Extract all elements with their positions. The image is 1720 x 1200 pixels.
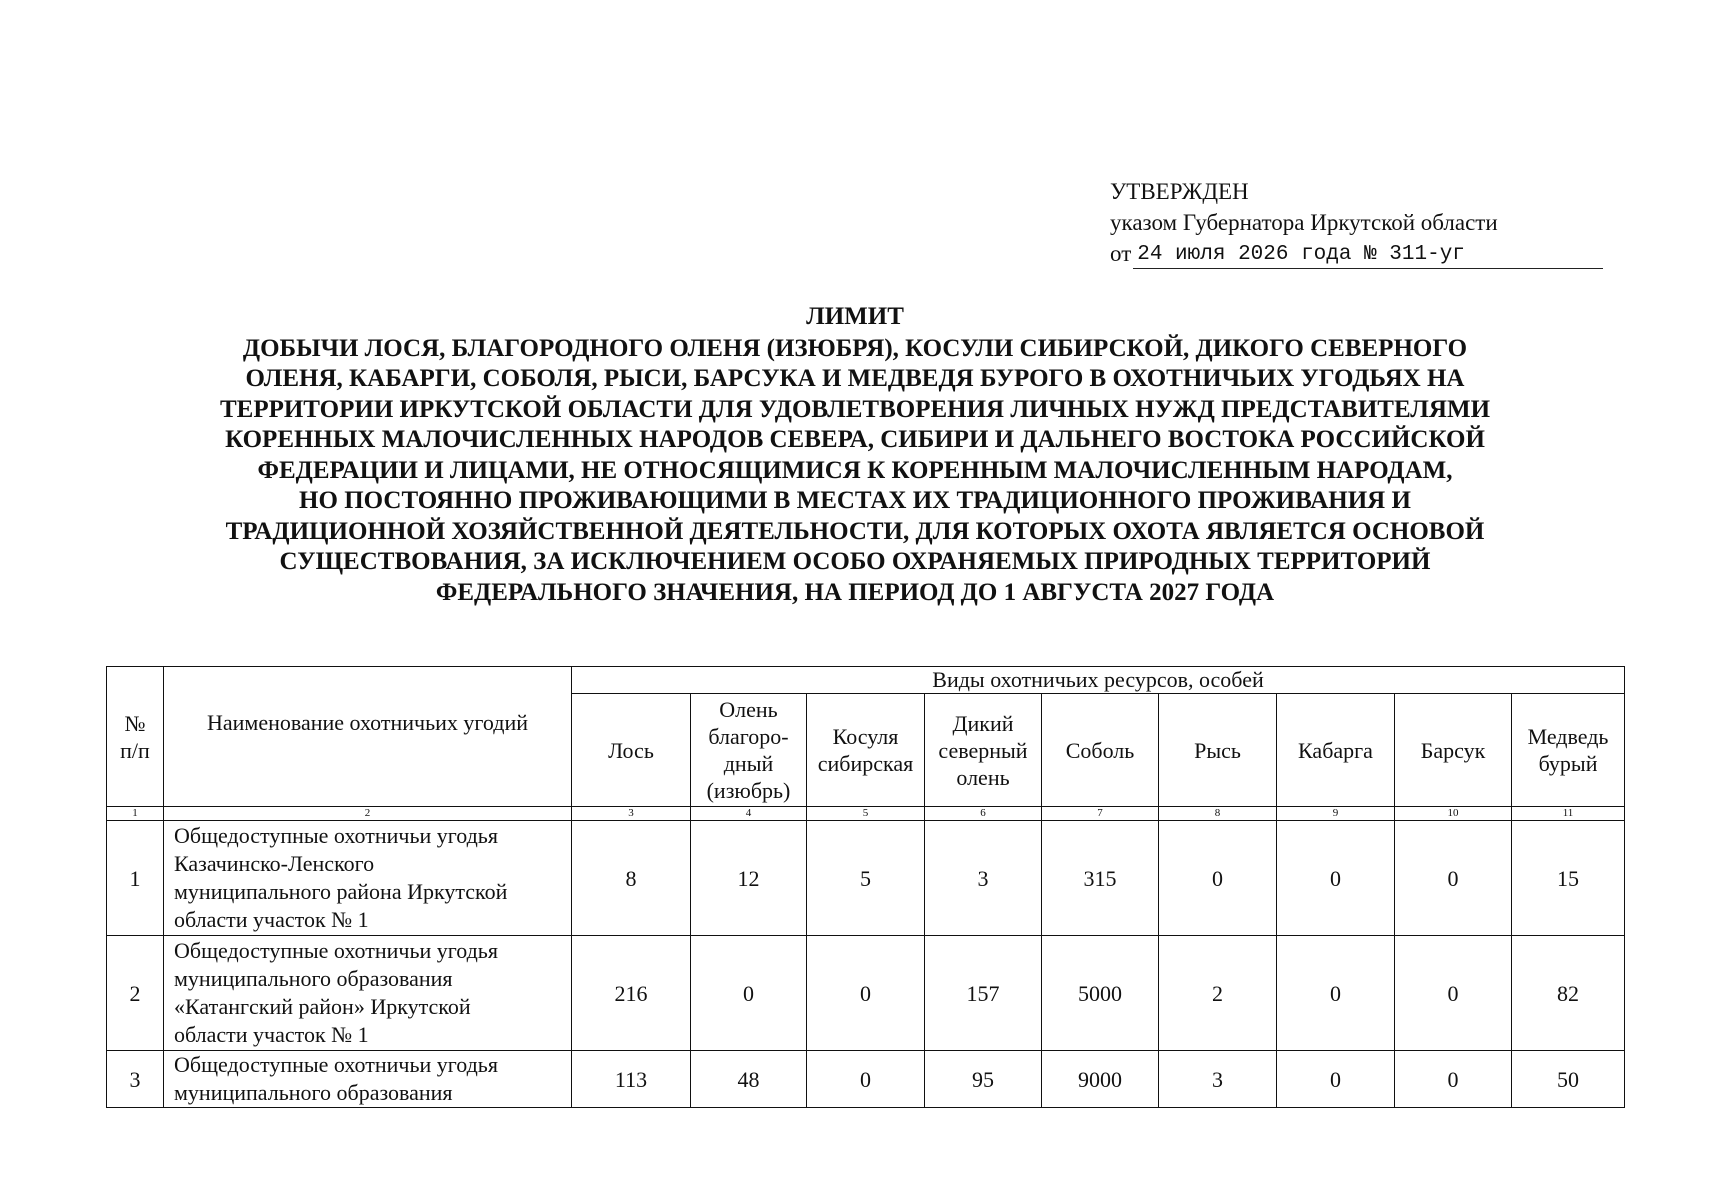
hunting-ground-name-line: муниципального образования <box>174 1080 453 1105</box>
title-line: НО ПОСТОЯННО ПРОЖИВАЮЩИМИ В МЕСТАХ ИХ ТРАДИЦИОННОГО ПРОЖИВАНИЯ И <box>299 487 1411 514</box>
species-header <box>691 694 807 807</box>
limit-value: 5000 <box>1042 936 1159 1051</box>
hunting-ground-name-line: муниципального района Иркутской <box>174 879 508 904</box>
species-header <box>1159 694 1277 807</box>
hunting-ground-name-line: Общедоступные охотничьи угодья <box>174 938 498 963</box>
limit-value: 50 <box>1512 1051 1625 1108</box>
species-header <box>1395 694 1512 807</box>
table-row <box>107 1051 1625 1108</box>
hunting-ground-name <box>164 936 572 1051</box>
species-header-line: Медведь <box>1527 724 1609 749</box>
species-header <box>1512 694 1625 807</box>
species-header-line: Соболь <box>1065 737 1135 763</box>
approval-block <box>1110 176 1610 269</box>
table-row <box>107 936 1625 1051</box>
species-header-line: (изюбрь) <box>706 778 791 803</box>
limit-value: 157 <box>925 936 1042 1051</box>
col-name-header: Наименование охотничьих угодий <box>164 667 572 807</box>
species-header-line: благоро- <box>708 724 789 749</box>
hunting-ground-name-line: «Катангский район» Иркутской <box>174 994 471 1019</box>
hunting-ground-name-line: муниципального образования <box>174 966 453 991</box>
hunting-ground-name <box>164 821 572 936</box>
limit-value: 0 <box>1395 936 1512 1051</box>
approval-stamp: УТВЕРЖДЕН <box>1110 179 1249 204</box>
hunting-ground-name-line: Общедоступные охотничьи угодья <box>174 1052 498 1077</box>
limit-value: 12 <box>691 821 807 936</box>
row-number: 3 <box>107 1051 164 1108</box>
species-header-line: Кабарга <box>1298 737 1373 763</box>
title-line: ДОБЫЧИ ЛОСЯ, БЛАГОРОДНОГО ОЛЕНЯ (ИЗЮБРЯ), КОСУЛИ СИБИРСКОЙ, ДИКОГО СЕВЕРНОГО <box>242 334 1468 362</box>
title-line: ТРАДИЦИОННОЙ ХОЗЯЙСТВЕННОЙ ДЕЯТЕЛЬНОСТИ, ДЛЯ КОТОРЫХ ОХОТА ЯВЛЯЕТСЯ ОСНОВОЙ <box>225 517 1485 545</box>
limit-value: 48 <box>691 1051 807 1108</box>
species-header-line: сибирская <box>817 751 914 776</box>
title-line: СУЩЕСТВОВАНИЯ, ЗА ИСКЛЮЧЕНИЕМ ОСОБО ОХРАНЯЕМЫХ ПРИРОДНЫХ ТЕРРИТОРИЙ <box>279 548 1431 575</box>
species-header-line: Олень <box>719 697 778 722</box>
column-numbers-row <box>107 807 1625 821</box>
column-number: 2 <box>164 807 572 821</box>
species-header-line: бурый <box>1538 751 1598 776</box>
table-body <box>107 821 1625 1108</box>
title-line: ОЛЕНЯ, КАБАРГИ, СОБОЛЯ, РЫСИ, БАРСУКА И МЕДВЕДЯ БУРОГО В ОХОТНИЧЬИХ УГОДЬЯХ НА <box>245 365 1465 392</box>
limit-table <box>106 666 1625 1108</box>
table-row <box>107 821 1625 936</box>
limit-value: 0 <box>1395 821 1512 936</box>
column-number: 11 <box>1512 807 1625 821</box>
column-number: 8 <box>1159 807 1277 821</box>
limit-value: 0 <box>1277 1051 1395 1108</box>
limit-value: 5 <box>807 821 925 936</box>
title-line: ТЕРРИТОРИИ ИРКУТСКОЙ ОБЛАСТИ ДЛЯ УДОВЛЕТВОРЕНИЯ ЛИЧНЫХ НУЖД ПРЕДСТАВИТЕЛЯМИ <box>219 395 1491 423</box>
limit-value: 0 <box>1395 1051 1512 1108</box>
hunting-ground-name-line: области участок № 1 <box>174 1022 369 1047</box>
limit-value: 0 <box>807 936 925 1051</box>
limit-value: 95 <box>925 1051 1042 1108</box>
limit-value: 216 <box>572 936 691 1051</box>
species-group-header: Виды охотничьих ресурсов, особей <box>572 667 1625 694</box>
column-number: 9 <box>1277 807 1395 821</box>
approval-date-line <box>1110 238 1610 269</box>
limit-value: 8 <box>572 821 691 936</box>
column-number: 10 <box>1395 807 1512 821</box>
table-header-row <box>107 667 1625 694</box>
species-header-line: Рысь <box>1194 737 1241 763</box>
limit-value: 15 <box>1512 821 1625 936</box>
species-header-line: Лось <box>608 737 654 763</box>
species-header <box>1042 694 1159 807</box>
document-title <box>90 302 1620 608</box>
hunting-ground-name <box>164 1051 572 1108</box>
limit-value: 113 <box>572 1051 691 1108</box>
species-header <box>807 694 925 807</box>
species-header <box>1277 694 1395 807</box>
title-heading: ЛИМИТ <box>806 303 904 330</box>
column-number: 7 <box>1042 807 1159 821</box>
limit-value: 0 <box>691 936 807 1051</box>
limit-value: 0 <box>1159 821 1277 936</box>
limit-value: 0 <box>1277 936 1395 1051</box>
column-number: 3 <box>572 807 691 821</box>
species-header-line: дный <box>723 751 774 776</box>
limit-value: 9000 <box>1042 1051 1159 1108</box>
hunting-ground-name-line: области участок № 1 <box>174 907 369 932</box>
approval-decree-line: указом Губернатора Иркутской области <box>1110 210 1498 235</box>
species-header <box>572 694 691 807</box>
limit-value: 0 <box>807 1051 925 1108</box>
title-line: КОРЕННЫХ МАЛОЧИСЛЕННЫХ НАРОДОВ СЕВЕРА, СИБИРИ И ДАЛЬНЕГО ВОСТОКА РОССИЙСКОЙ <box>225 426 1485 453</box>
column-number: 1 <box>107 807 164 821</box>
title-line: ФЕДЕРАЛЬНОГО ЗНАЧЕНИЯ, НА ПЕРИОД ДО 1 АВГУСТА 2027 ГОДА <box>435 578 1275 606</box>
species-header-line: северный <box>938 737 1028 763</box>
hunting-ground-name-line: Казачинско-Ленского <box>174 851 375 876</box>
species-header-line: Барсук <box>1420 737 1486 763</box>
column-number: 5 <box>807 807 925 821</box>
limit-value: 3 <box>925 821 1042 936</box>
species-header <box>925 694 1042 807</box>
row-number: 2 <box>107 936 164 1051</box>
species-header-line: олень <box>956 764 1010 790</box>
row-number: 1 <box>107 821 164 936</box>
species-header-line: Дикий <box>952 710 1014 736</box>
hunting-ground-name-line: Общедоступные охотничьи угодья <box>174 823 498 848</box>
approval-date-prefix: от <box>1110 241 1132 266</box>
column-number: 6 <box>925 807 1042 821</box>
limit-value: 315 <box>1042 821 1159 936</box>
limit-value: 82 <box>1512 936 1625 1051</box>
title-line: ФЕДЕРАЦИИ И ЛИЦАМИ, НЕ ОТНОСЯЩИМИСЯ К КОРЕННЫМ МАЛОЧИСЛЕННЫМ НАРОДАМ, <box>257 456 1453 484</box>
limit-value: 3 <box>1159 1051 1277 1108</box>
approval-date-value: 24 июля 2026 года № 311-уг <box>1133 241 1603 269</box>
col-number-header: № п/п <box>107 667 164 807</box>
limit-value: 2 <box>1159 936 1277 1051</box>
column-number: 4 <box>691 807 807 821</box>
limit-value: 0 <box>1277 821 1395 936</box>
species-header-line: Косуля <box>832 724 899 749</box>
